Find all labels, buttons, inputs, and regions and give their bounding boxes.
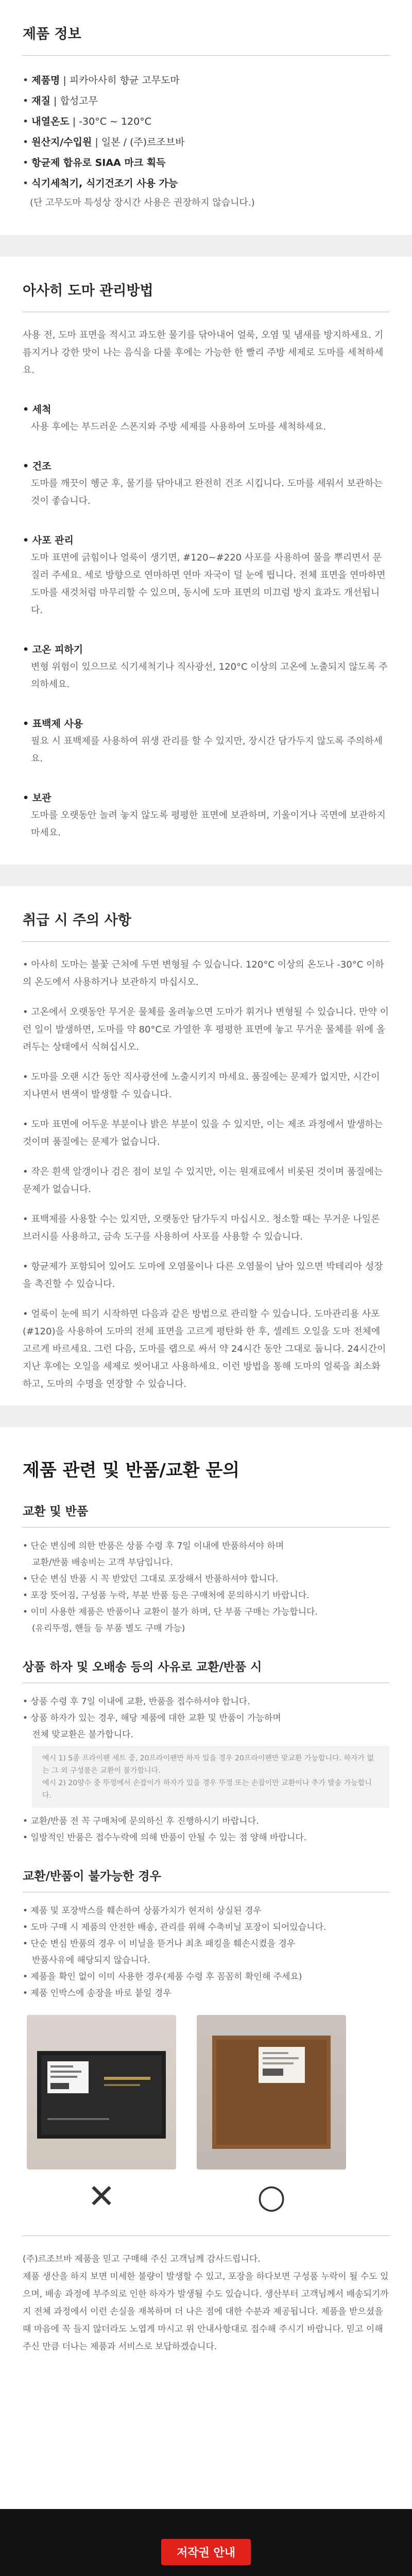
divider (23, 941, 389, 942)
care-item-head: • 세척 (23, 404, 52, 415)
exchange-return-item-line: • 이미 사용한 제품은 반품이나 교환이 불가 하며, 단 부품 구매는 가능합니다. (23, 1607, 318, 1617)
care-item-label: 표백제 사용 (32, 718, 83, 730)
good-example (197, 2015, 346, 2215)
product-info-key: 재질 (31, 95, 50, 107)
defect-item-line: • 상품 수령 후 7일 이내에 교환, 반품을 접수하셔야 합니다. (23, 1697, 250, 1707)
no-return-item-line: • 단순 변심 반품의 경우 이 비닐을 뜯거나 최초 패킹을 훼손시켰을 경우 (23, 1939, 296, 1949)
product-info-key: 내열온도 (31, 116, 70, 127)
ending-message (0, 2250, 412, 2355)
defect-item (23, 1693, 389, 1710)
example-photos (23, 2015, 389, 2215)
exchange-return-title: 교환 및 반품 (23, 1502, 389, 1528)
exchange-return-list (23, 1538, 389, 1637)
product-info-key: 제품명 (31, 75, 60, 86)
care-item-head: • 건조 (23, 461, 52, 472)
defect-item-line: • 교환/반품 전 꼭 구매처에 문의하신 후 진행하시기 바랍니다. (23, 1816, 259, 1826)
no-return-list (23, 1903, 389, 2002)
care-intro: 사용 전, 도마 표면을 적시고 과도한 물기를 닦아내어 얼룩, 오염 및 냄새를 방지하세요. 기름지거나 강한 맛이 나는 음식을 다룰 후에는 가능한 한 빨리 주방 세제로 도마를 세척하세요. (23, 330, 384, 376)
copyright-footer (0, 2509, 412, 2576)
care-item-body: 사용 후에는 부드러운 스폰지와 주방 세제를 사용하여 도마를 세척하세요. (31, 421, 327, 432)
caution-section (0, 886, 412, 941)
exchange-return-item (23, 1604, 389, 1637)
caution-item: • 작은 흰색 알갱이나 검은 점이 보일 수 있지만, 이는 원재료에서 비롯된 것이며 품질에는 문제가 없습니다. (23, 1166, 383, 1195)
product-info-note: (단 고무도마 특성상 장시간 사용은 권장하지 않습니다.) (30, 197, 255, 208)
section-band (0, 865, 412, 886)
care-item-body: 도마 표면에 긁힘이나 얼룩이 생기면, #120~#220 사포를 사용하여 물을 뿌리면서 문질러 주세요. 세로 방향으로 연마하면 연마 자국이 덜 눈에 띕니다. 전체 표면을 연마하면 도마를 새것처럼 마무리할 수 있으며, 동시에 도마 표면의 미끄럼 방지 효과도 개선됩니다. (31, 552, 386, 616)
defect-list-2 (23, 1813, 389, 1846)
box-in-parcel-photo (197, 2015, 346, 2170)
defect-item (23, 1813, 389, 1829)
defect-notes (32, 1746, 389, 1808)
care-item-body: 필요 시 표백제를 사용하여 위생 관리를 할 수 있지만, 장시간 담가두지 않도록 주의하세요. (31, 736, 383, 764)
caution-item: • 고온에서 오랫동안 무거운 물체를 올려놓으면 도마가 휘거나 변형될 수 있습니다. 만약 이런 일이 발생하면, 도마를 약 80°C로 가열한 후 평평한 표면에 놓고 무거운 물체를 위에 올려두는 상태에서 식혀십시오. (23, 1007, 389, 1053)
care-item (23, 401, 389, 436)
product-info-value: 피카아사히 향균 고무도마 (69, 75, 180, 86)
ending-line: (주)르조브바 제품을 믿고 구매해 주신 고객님께 감사드립니다. (23, 2254, 261, 2264)
exchange-return-item-line: • 단순 변심 반품 시 꼭 받았던 그대로 포장해서 반품하셔야 합니다. (23, 1574, 279, 1584)
defect-note: 예시 2) 20양수 중 뚜껑에서 손잡이가 하자가 있을 경우 뚜껑 또는 손잡이만 교환이나 추가 발송 가능합니다. (42, 1779, 372, 1800)
defect-item-line: 전체 맞교환은 불가합니다. (32, 1730, 133, 1740)
care-items (23, 401, 389, 842)
bad-example (27, 2015, 176, 2215)
cross-mark: ✕ (88, 2178, 115, 2216)
product-info-title: 제품 정보 (23, 26, 81, 42)
box-with-label-photo (27, 2015, 176, 2170)
defect-item-line: • 일방적인 반품은 접수누락에 의해 반품이 안될 수 있는 점 양해 바랍니다. (23, 1833, 307, 1843)
caution-item: • 항균제가 포함되어 있어도 도마에 오염물이나 다른 오염물이 남아 있으면 박테리아 성장을 촉진할 수 있습니다. (23, 1261, 383, 1290)
product-info-list (23, 70, 389, 194)
product-info-item: • 내열온도 | -30°C ~ 120°C (23, 116, 151, 127)
product-info-key: 식기세척기, 식기건조기 사용 가능 (31, 178, 178, 189)
no-return-item (23, 1969, 389, 1985)
defect-title: 상품 하자 및 오배송 등의 사유로 교환/반품 시 (23, 1657, 389, 1683)
exchange-return-item-line: • 단순 변심에 의한 반품은 상품 수령 후 7일 이내에 반품하셔야 하며 (23, 1541, 284, 1551)
care-item-label: 사포 관리 (32, 535, 74, 546)
no-return-item (23, 1936, 389, 1969)
care-item-body: 변형 위험이 있으므로 식기세척기나 직사광선, 120°C 이상의 고온에 노출되지 않도록 주의하세요. (31, 662, 388, 690)
caution-item: • 얼룩이 눈에 띄기 시작하면 다음과 같은 방법으로 관리할 수 있습니다. 도마관리용 사포 (#120)을 사용하여 도마의 전체 표면을 고르게 평탄화 한 후, 셀레트 오일을 도마 전체에 고르게 바르세요. 그런 다음, 도마를 랩으로 싸서 약 24시간 동안 그대로 둡니다. 24시간이 지난 후에는 오일을 세제로 씻어내고 사용하세요. 이런 방법을 통해 도마의 얼룩을 최소화 하고, 도마의 수명을 연장할 수 있습니다. (23, 1309, 386, 1389)
product-info-item: • 제품명 | 피카아사히 향균 고무도마 (23, 75, 180, 86)
no-return-item (23, 1919, 389, 1936)
caution-title: 취급 시 주의 사항 (23, 912, 131, 928)
no-return-item-line: 반품사유에 해당되지 않습니다. (32, 1955, 150, 1965)
box-in-parcel-image (197, 2015, 346, 2170)
exchange-return-item-line: • 포장 뜻어짐, 구성품 누락, 부분 반품 등은 구매처에 문의하시기 바랍니다. (23, 1590, 310, 1601)
ending-line: 제품 생산을 하지 보면 미세한 불량이 발생할 수 있고, 포장을 하다보면 구성품 누락이 될 수도 있으며, 배송 과정에 부주의로 인한 하자가 발생될 수도 있습니다. 생산부터 고객님께서 배송되기까지 전체 과정에서 이런 손실을 재복하며 더 나은 점에 대한 수분과 제공됩니다. 제품을 받으셨을 때 마음에 꼭 들지 않더라도 노엽게 마시고 위 안내사항대로 접수해 주시기 바랍니다. 믿고 이해주신 만큼 더나는 제품과 서비스로 보답하겠습니다. (23, 2272, 389, 2352)
care-item-label: 세척 (32, 404, 52, 415)
defect-item (23, 1710, 389, 1743)
caution-item: • 아사히 도마는 불꽃 근처에 두면 변형될 수 있습니다. 120°C 이상의 온도나 -30°C 이하의 온도에서 사용하거나 보관하지 마십시오. (23, 959, 384, 988)
care-section (0, 257, 412, 312)
exchange-return-item (23, 1571, 389, 1587)
care-item-body: 도마를 깨끗이 헹군 후, 물기를 닦아내고 완전히 건조 시킵니다. 도마를 세워서 보관하는 것이 좋습니다. (31, 478, 383, 506)
product-info-value: 일본 / (주)르조브바 (101, 137, 185, 148)
defect-box (23, 1657, 389, 1846)
divider (23, 2235, 389, 2236)
product-info-body (0, 70, 412, 212)
product-info-item: • 재질 | 합성고무 (23, 95, 98, 107)
product-info-key: 원산지/수입원 (31, 137, 92, 148)
care-item-head: • 표백제 사용 (23, 718, 83, 730)
circle-mark: ○ (257, 2178, 286, 2216)
defect-item (23, 1829, 389, 1846)
exchange-return-item (23, 1587, 389, 1604)
caution-item: • 도마 표면에 어두운 부분이나 밝은 부분이 있을 수 있지만, 이는 제조 과정에서 발생하는 것이며 품질에는 문제가 없습니다. (23, 1119, 383, 1147)
copyright-badge: 저작권 안내 (161, 2539, 251, 2565)
no-return-box (23, 1867, 389, 2215)
product-info-key: 항균제 합유로 SIAA 마크 획득 (31, 157, 166, 168)
product-info-item: • 식기세척기, 식기건조기 사용 가능 (23, 178, 178, 189)
care-item-label: 보관 (32, 792, 52, 804)
care-item-label: 고온 피하기 (32, 644, 83, 655)
no-return-item (23, 1985, 389, 2002)
exchange-return-item-line: 교환/반품 배송비는 고객 부담입니다. (32, 1557, 173, 1568)
care-title: 아사히 도마 관리방법 (23, 283, 153, 299)
care-item (23, 789, 389, 842)
caution-item: • 도마를 오랜 시간 동안 직사광선에 노출시키지 마세요. 품질에는 문제가 없지만, 시간이 지나면서 변색이 발생할 수 있습니다. (23, 1072, 380, 1100)
returns-title: 제품 관련 및 반품/교환 문의 (23, 1460, 240, 1481)
care-item-body: 도마를 오랫동안 놀려 놓지 않도록 평평한 표면에 보관하며, 기울이거나 곡면에 보관하지 마세요. (31, 810, 386, 838)
no-return-item (23, 1903, 389, 1919)
care-item (23, 457, 389, 510)
no-return-item-line: • 제품을 확인 없이 이미 사용한 경우(제품 수령 후 꼼꼼히 확인해 주세요) (23, 1972, 302, 1982)
care-item (23, 641, 389, 693)
product-info-value: -30°C ~ 120°C (79, 116, 151, 127)
caution-body (0, 956, 412, 1393)
care-item (23, 532, 389, 619)
section-band (0, 235, 412, 257)
product-info-section (0, 0, 412, 55)
defect-note: 예시 1) 5종 프라이팬 세트 중, 20프라이팬만 하자 있을 경우 20프라이팬만 맞교환 가능합니다. 하자가 없는 그 외 구성품은 교환이 불가합니다. (42, 1754, 374, 1775)
care-body (0, 327, 412, 842)
defect-list (23, 1693, 389, 1743)
no-return-title: 교환/반품이 불가능한 경우 (23, 1867, 389, 1892)
care-item-head: • 고온 피하기 (23, 644, 83, 655)
product-info-item: • 원산지/수입원 | 일본 / (주)르조브바 (23, 137, 185, 148)
no-return-item-line: • 도마 구매 시 제품의 안전한 배송, 관리를 위해 수축비닐 포장이 되어있습니다. (23, 1922, 327, 1933)
caution-item: • 표백제를 사용할 수는 있지만, 오랫동안 담가두지 마십시오. 청소할 때는 무거운 나일론 브러시를 사용하고, 금속 도구를 사용하여 사포를 사용할 수 있습니다. (23, 1214, 380, 1242)
exchange-return-item (23, 1538, 389, 1571)
care-item (23, 715, 389, 768)
product-info-value: 합성고무 (60, 95, 98, 107)
no-return-item-line: • 제품 및 포장박스를 훼손하여 상품가치가 현저히 상실된 경우 (23, 1906, 262, 1916)
defect-item-line: • 상품 하자가 있는 경우, 해당 제품에 대한 교환 및 반품이 가능하며 (23, 1713, 281, 1723)
care-item-head: • 사포 관리 (23, 535, 74, 546)
section-band (0, 1405, 412, 1427)
product-info-item: • 항균제 합유로 SIAA 마크 획득 (23, 157, 166, 168)
exchange-return-item-line: (유리뚜껑, 핸들 등 부품 별도 구매 가능) (32, 1623, 185, 1634)
divider (23, 55, 389, 56)
box-with-label-image (27, 2015, 176, 2170)
no-return-item-line: • 제품 인박스에 송장을 바로 붙일 경우 (23, 1988, 171, 1998)
care-item-head: • 보관 (23, 792, 52, 804)
care-item-label: 건조 (32, 461, 52, 472)
exchange-return-box (23, 1502, 389, 1637)
